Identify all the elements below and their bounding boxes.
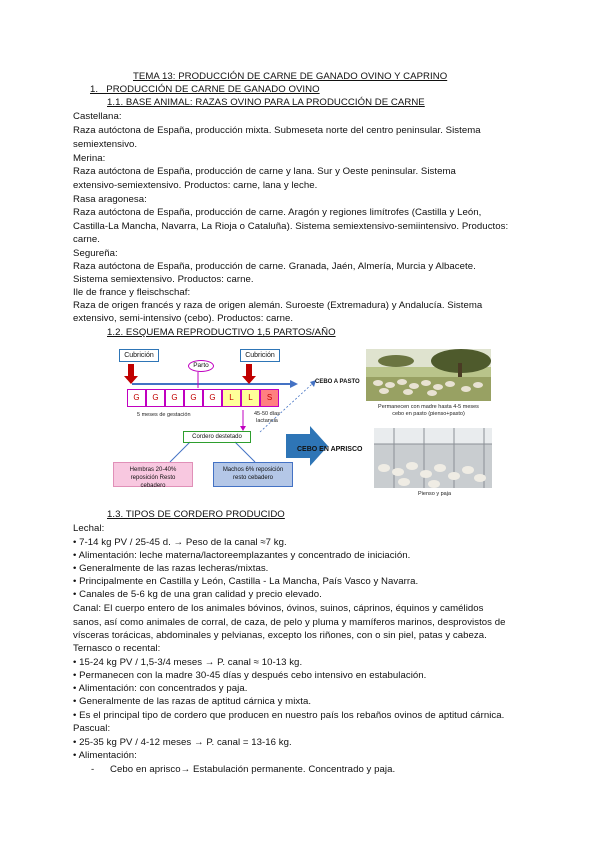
subheading-1-2: 1.2. ESQUEMA REPRODUCTIVO 1,5 PARTOS/AÑO — [107, 327, 336, 338]
parto-label: Parto — [188, 360, 214, 372]
hembras-reposicion-box: Hembras 20-40% reposición Resto cebadero — [113, 462, 193, 487]
breed-line: extensivo-semiextensivo. Productos: carne, lana y leche. — [73, 180, 318, 191]
cebo-a-pasto-label: CEBO A PASTO — [315, 379, 360, 385]
type-line: • Principalmente en Castilla y León, Castilla - La Mancha, País Vasco y Navarra. — [73, 576, 419, 587]
type-line: sanos, así como animales de corral, de caza, de pelo y pluma y mamíferos marinos, desprovistos de — [73, 617, 506, 628]
type-line: vísceras torácicas, abdominales y pelvianas, excepto los riñones, con o sin piel, patas y cabeza. — [73, 630, 487, 641]
cycle-cell: S — [260, 389, 279, 407]
permanecen-caption — [366, 404, 491, 418]
lactation-label: 45-50 días lactancia — [254, 411, 280, 424]
breed-line: Merina: — [73, 153, 106, 164]
cycle-cell: G — [203, 389, 222, 407]
cycle-cell: L — [241, 389, 260, 407]
breed-line: Castellana: — [73, 111, 122, 122]
pienso-paja-caption: Pienso y paja — [418, 491, 452, 497]
breed-line: semiextensivo. — [73, 139, 138, 150]
breed-line: Ile de france y fleischschaf: — [73, 287, 191, 298]
breed-line: Raza de origen francés y raza de origen alemán. Suroeste (Extremadura) y Andalucía. Sistema — [73, 300, 483, 311]
cycle-cell: G — [165, 389, 184, 407]
permanecen-text: Permanecen con madre hasta 4-5 meses — [378, 404, 479, 410]
cycle-cell: G — [127, 389, 146, 407]
type-line: • Generalmente de las razas de aptitud cárnica y mixta. — [73, 696, 312, 707]
cubricion-left-label: Cubrición — [119, 349, 159, 362]
type-line: Pascual: — [73, 723, 111, 734]
breed-line: Raza autóctona de España, producción de carne y lana. Sur y Oeste peninsular. Sistema — [73, 166, 456, 177]
gestation-label: 5 meses de gestación — [137, 412, 191, 418]
document-title: TEMA 13: PRODUCCIÓN DE CARNE DE GANADO OVINO Y CAPRINO — [133, 71, 448, 82]
type-line: Cebo en aprisco→ Estabulación permanente. Concentrado y paja. — [110, 764, 396, 775]
cebo-en-pasto-text: cebo en pasto (pienso+pasto) — [392, 411, 465, 417]
barn-sheep-photo — [374, 428, 492, 488]
pasture-sheep-photo — [366, 349, 491, 401]
section-heading-1: 1. PRODUCCIÓN DE CARNE DE GANADO OVINO — [90, 84, 320, 95]
type-line: Canal: El cuerpo entero de los animales bóvinos, óvinos, suinos, cáprinos, équinos y camélidos — [73, 603, 484, 614]
subheading-1-3: 1.3. TIPOS DE CORDERO PRODUCIDO — [107, 509, 285, 520]
cubricion-right-label: Cubrición — [240, 349, 280, 362]
type-line: • Alimentación: con concentrados y paja. — [73, 683, 248, 694]
cycle-cell: G — [146, 389, 165, 407]
cycle-cells-row — [127, 389, 279, 407]
type-line: • Generalmente de las razas lecheras/mixtas. — [73, 563, 269, 574]
cebo-en-aprisco-label: CEBO EN APRISCO — [297, 446, 363, 453]
type-line: • 7-14 kg PV / 25-45 d. → Peso de la canal ≈7 kg. — [73, 537, 287, 548]
type-line: Lechal: — [73, 523, 105, 534]
machos-reposicion-box: Machos 6% reposición resto cebadero — [213, 462, 293, 487]
type-line: Ternasco o recental: — [73, 643, 161, 654]
list-dash: - — [91, 764, 95, 775]
cycle-cell: L — [222, 389, 241, 407]
breed-line: Segureña: — [73, 248, 118, 259]
breed-line: carne. — [73, 234, 100, 245]
type-line: • 15-24 kg PV / 1,5-3/4 meses → P. canal ≈ 10-13 kg. — [73, 657, 303, 668]
breed-line: Rasa aragonesa: — [73, 194, 147, 205]
breed-line: Castilla-La Mancha, Navarra, La Rioja o Cataluña). Sistema semiextensivo-semiintensivo. Productos: — [73, 221, 509, 232]
type-line: • Alimentación: leche materna/lactoreemplazantes y concentrado de iniciación. — [73, 550, 411, 561]
type-line: • Permanecen con la madre 30-45 días y después cebo intensivo en estabulación. — [73, 670, 427, 681]
subheading-1-1: 1.1. BASE ANIMAL: RAZAS OVINO PARA LA PRODUCCIÓN DE CARNE — [107, 97, 425, 108]
breed-line: Raza autóctona de España, producción de carne. Granada, Jaén, Almería, Murcia y Albacete. — [73, 261, 476, 272]
cordero-destetado-box: Cordero destetado — [183, 431, 251, 443]
type-line: • 25-35 kg PV / 4-12 meses → P. canal = 13-16 kg. — [73, 737, 292, 748]
type-line: • Canales de 5-6 kg de una gran calidad y precio elevado. — [73, 589, 322, 600]
breed-line: Sistema semiextensivo. Productos: carne. — [73, 274, 254, 285]
cycle-cell: G — [184, 389, 203, 407]
breed-line: Raza autóctona de España, producción mixta. Submeseta norte del centro peninsular. Sistema — [73, 125, 481, 136]
type-line: • Alimentación: — [73, 750, 137, 761]
type-line: • Es el principal tipo de cordero que producen en nuestro país los rebaños ovinos de aptitud cárnica. — [73, 710, 505, 721]
breed-line: extensivo, semi-intensivo (cebo). Productos: carne. — [73, 313, 294, 324]
breed-line: Raza autóctona de España, producción de carne. Aragón y regiones limítrofes (Castilla y León, — [73, 207, 482, 218]
